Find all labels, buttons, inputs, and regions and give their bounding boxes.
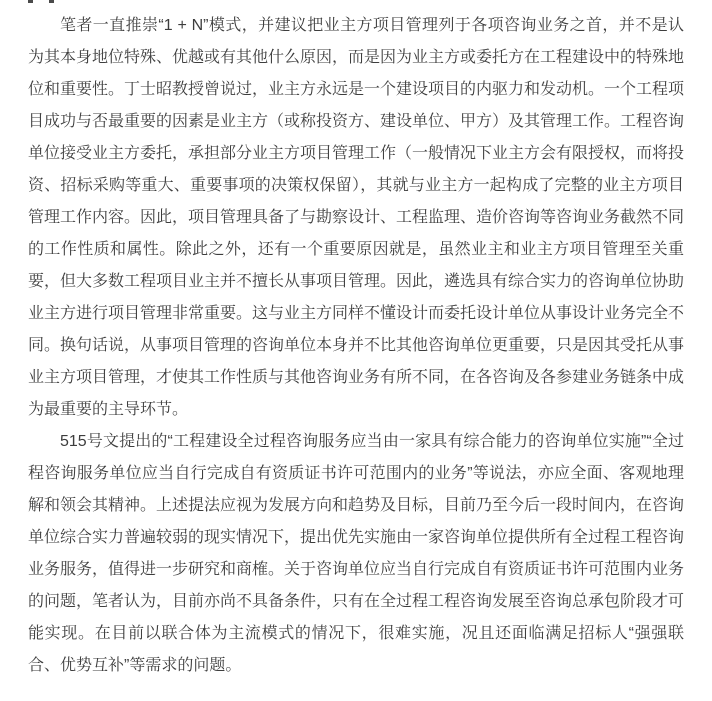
text-line: 为其本身地位特殊、优越或有其他什么原因，而是因为业主方或委托方在工程建设中的特殊地 (28, 49, 684, 66)
clipped-text-fragment (28, 0, 33, 3)
text-line: 业主方项目管理，才使其工作性质与其他咨询业务有所不同，在各咨询及各参建业务链条中成 (28, 369, 684, 386)
clipped-text-fragment (49, 0, 54, 3)
text-line: 要，但大多数工程项目业主并不擅长从事项目管理。因此，遴选具有综合实力的咨询单位协助 (28, 273, 684, 290)
text-line: 管理工作内容。因此，项目管理具备了与勘察设计、工程监理、造价咨询等咨询业务截然不同 (28, 209, 684, 226)
paragraph-1 (28, 10, 684, 426)
text-line: 合、优势互补”等需求的问题。 (28, 657, 242, 674)
text-line: 业主方进行项目管理非常重要。这与业主方同样不懂设计而委托设计单位从事设计业务完全不 (28, 305, 684, 322)
paragraph-2 (28, 426, 684, 682)
text-line: 同。换句话说，从事项目管理的咨询单位本身并不比其他咨询单位更重要，只是因其受托从事 (28, 337, 684, 354)
text-line: 的问题，笔者认为，目前亦尚不具备条件，只有在全过程工程咨询发展至咨询总承包阶段才可 (28, 593, 684, 610)
text-line: 目成功与否最重要的因素是业主方（或称投资方、建设单位、甲方）及其管理工作。工程咨询 (28, 113, 684, 130)
text-line: 能实现。在目前以联合体为主流模式的情况下，很难实施，况且还面临满足招标人“强强联 (28, 625, 684, 642)
text-line: 为最重要的主导环节。 (28, 401, 189, 418)
text-line: 515号文提出的“工程建设全过程咨询服务应当由一家具有综合能力的咨询单位实施”“全过 (60, 433, 684, 450)
text-line: 位和重要性。丁士昭教授曾说过，业主方永远是一个建设项目的内驱力和发动机。一个工程项 (28, 81, 684, 98)
text-line: 解和领会其精神。上述提法应视为发展方向和趋势及目标，目前乃至今后一段时间内，在咨询 (28, 497, 684, 514)
text-line: 资、招标采购等重大、重要事项的决策权保留），其就与业主方一起构成了完整的业主方项目 (28, 177, 684, 194)
text-line: 业务服务，值得进一步研究和商榷。关于咨询单位应当自行完成自有资质证书许可范围内业务 (28, 561, 684, 578)
text-line: 程咨询服务单位应当自行完成自有资质证书许可范围内的业务”等说法，亦应全面、客观地理 (28, 465, 684, 482)
text-line: 的工作性质和属性。除此之外，还有一个重要原因就是，虽然业主和业主方项目管理至关重 (28, 241, 684, 258)
text-line: 单位接受业主方委托，承担部分业主方项目管理工作（一般情况下业主方会有限授权，而将投 (28, 145, 684, 162)
text-line: 笔者一直推崇“1 + N”模式，并建议把业主方项目管理列于各项咨询业务之首，并不是认 (60, 17, 684, 34)
document-body (28, 10, 684, 682)
text-line: 单位综合实力普遍较弱的现实情况下，提出优先实施由一家咨询单位提供所有全过程工程咨询 (28, 529, 684, 546)
